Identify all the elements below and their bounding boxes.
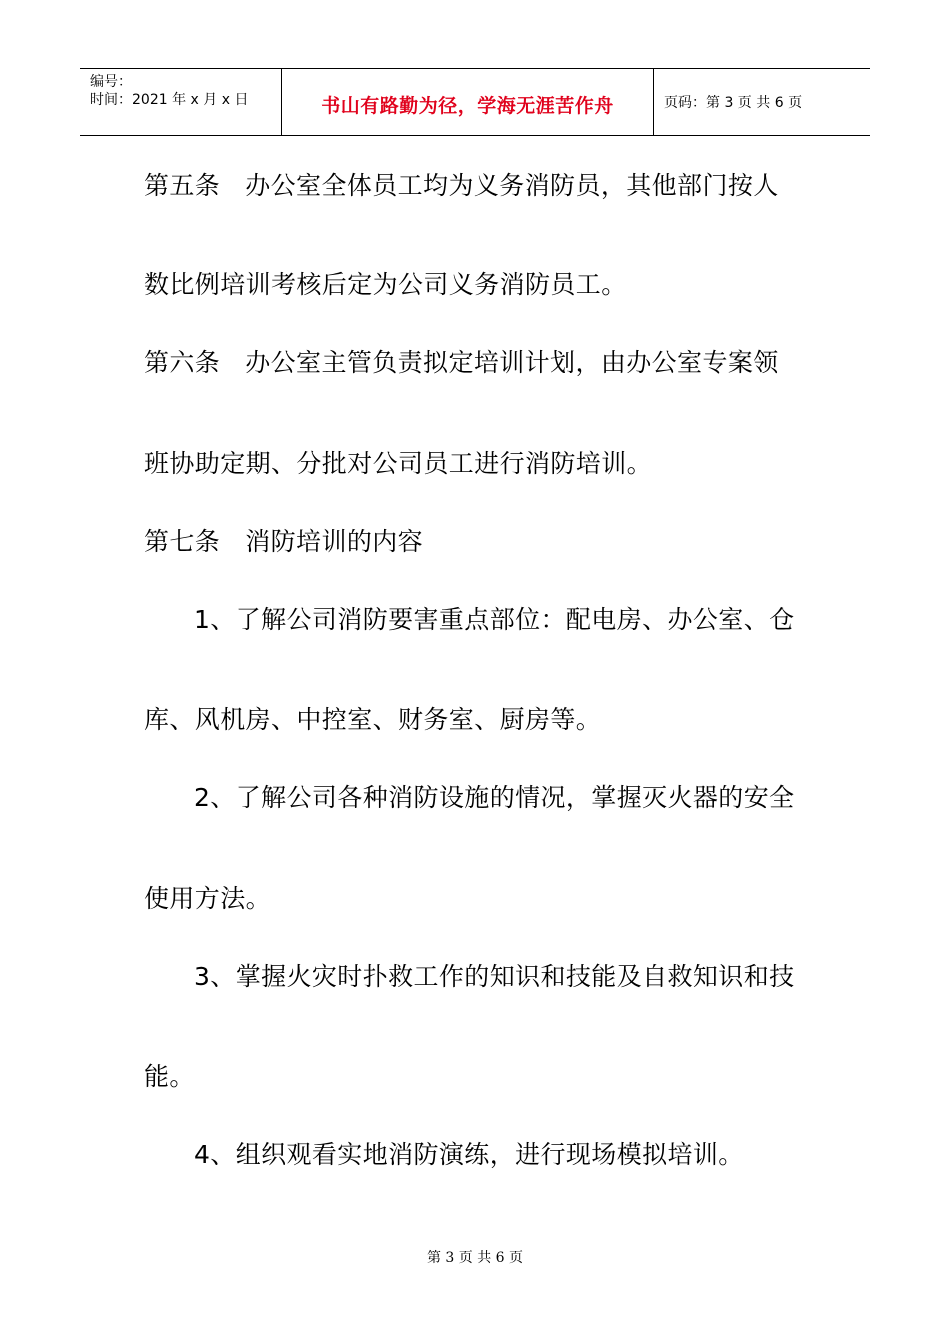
body-line: 3、掌握火灾时扑救工作的知识和技能及自救知识和技 [194,962,795,991]
body-line: 4、组织观看实地消防演练，进行现场模拟培训。 [194,1140,744,1169]
body-line: 第六条 办公室主管负责拟定培训计划，由办公室专案领 [144,348,779,377]
document-header [80,68,870,136]
header-page-info: 页码：第 3 页 共 6 页 [664,95,803,111]
body-line: 班协助定期、分批对公司员工进行消防培训。 [144,449,653,478]
body-line: 第五条 办公室全体员工均为义务消防员，其他部门按人 [144,171,779,200]
body-line: 库、风机房、中控室、财务室、厨房等。 [144,705,602,734]
body-line: 能。 [144,1062,195,1091]
header-motto-cell [282,69,654,135]
body-line: 使用方法。 [144,884,272,913]
body-line: 2、了解公司各种消防设施的情况，掌握灭火器的安全 [194,783,795,812]
page-footer: 第 3 页 共 6 页 [426,1250,524,1266]
body-line: 1、了解公司消防要害重点部位：配电房、办公室、仓 [194,605,795,634]
body-line: 数比例培训考核后定为公司义务消防员工。 [144,270,627,299]
header-page-cell [654,69,870,135]
document-number-label: 编号： [90,74,132,90]
body-line: 第七条 消防培训的内容 [144,527,424,556]
document-time-label: 时间：2021 年 x 月 x 日 [90,92,249,108]
header-meta-cell [80,69,282,135]
motto-text: 书山有路勤为径，学海无涯苦作舟 [321,95,614,117]
